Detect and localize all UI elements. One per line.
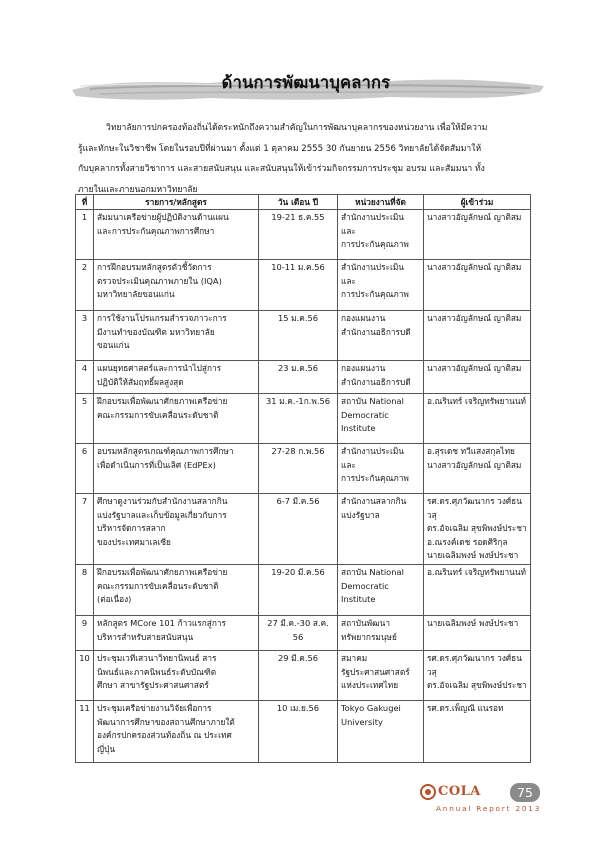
cell-agency: สถาบันพัฒนา ทรัพยากรมนุษย์ xyxy=(338,615,424,650)
header-course: รายการ/หลักสูตร xyxy=(94,195,259,210)
cell-participants: รศ.ดร.เพ็ญณี แนรอท xyxy=(424,700,531,762)
table-row xyxy=(76,564,531,615)
cell-date: 29 มี.ค.56 xyxy=(259,650,338,700)
cola-logo-text: COLA xyxy=(438,784,481,799)
cell-participants: นางสาวอัญลักษณ์ ญาติสม xyxy=(424,210,531,260)
cell-no: 9 xyxy=(76,615,94,650)
cell-participants: รศ.ดร.ศุภวัฒนากร วงศ์ธนวสุ ดร.อัจเฉลิม สุขพิพงษ์ประชา xyxy=(424,650,531,700)
cell-agency: สำนักงานสลากกิน แบ่งรัฐบาล xyxy=(338,494,424,565)
cell-no: 7 xyxy=(76,494,94,565)
cell-agency: Tokyo Gakugei University xyxy=(338,700,424,762)
intro-paragraph xyxy=(78,118,530,200)
cell-date: 6-7 มี.ค.56 xyxy=(259,494,338,565)
cell-course: ประชุมเครือข่ายงานวิจัยเพื่อการ พัฒนาการศึกษาของสถานศึกษาภายใต้ องค์กรปกครองส่วนท้องถิ่น ณ ประเทศ ญี่ปุ่น xyxy=(94,700,259,762)
table-row xyxy=(76,444,531,494)
table-row xyxy=(76,361,531,394)
cell-no: 10 xyxy=(76,650,94,700)
page-number-badge: 75 xyxy=(510,783,540,802)
cell-no: 4 xyxy=(76,361,94,394)
cell-course: ฝึกอบรมเพื่อพัฒนาศักยภาพเครือข่าย คณะกรรมการขับเคลื่อนระดับชาติ xyxy=(94,394,259,444)
table-row xyxy=(76,494,531,565)
cell-no: 1 xyxy=(76,210,94,260)
intro-line: ภายในและภายนอกมหาวิทยาลัย xyxy=(78,184,198,195)
table-row xyxy=(76,650,531,700)
intro-line: กับบุคลากรทั้งสายวิชาการ และสายสนับสนุน และสนับสนุนให้เข้าร่วมกิจกรรมการประชุม อบรม และสัมมนา ทั้ง xyxy=(78,164,485,174)
table-row xyxy=(76,210,531,260)
cell-participants: อ.สุรเดช ทวีแสงสกุลไทย นางสาวอัญลักษณ์ ญาติสม xyxy=(424,444,531,494)
cell-no: 5 xyxy=(76,394,94,444)
cell-agency: สำนักงานประเมิน และ การประกันคุณภาพ xyxy=(338,260,424,311)
annual-report-label: Annual Report 2013 xyxy=(436,804,542,813)
cell-no: 3 xyxy=(76,311,94,361)
cell-participants: อ.ณรินทร์ เจริญทรัพยานนท์ xyxy=(424,394,531,444)
cell-date: 27 มี.ค.-30 ส.ค. 56 xyxy=(259,615,338,650)
cell-agency: กองแผนงาน สำนักงานอธิการบดี xyxy=(338,361,424,394)
cell-course: อบรมหลักสูตรเกณฑ์คุณภาพการศึกษา เพื่อดำเนินการที่เป็นเลิศ (EdPEx) xyxy=(94,444,259,494)
table-row xyxy=(76,311,531,361)
cell-date: 27-28 ก.พ.56 xyxy=(259,444,338,494)
cell-agency: สำนักงานประเมิน และ การประกันคุณภาพ xyxy=(338,444,424,494)
table-row xyxy=(76,700,531,762)
cell-participants: นายเฉลิมพงษ์ พงษ์ประชา xyxy=(424,615,531,650)
header-agency: หน่วยงานที่จัด xyxy=(338,195,424,210)
intro-line: วิทยาลัยการปกครองท้องถิ่นได้ตระหนักถึงความสำคัญในการพัฒนาบุคลากรของหน่วยงาน เพื่อให้มีความ xyxy=(106,123,488,133)
table-row xyxy=(76,615,531,650)
header-no: ที่ xyxy=(76,195,94,210)
cell-agency: สมาคม รัฐประศาสนศาสตร์ แห่งประเทศไทย xyxy=(338,650,424,700)
cell-participants: นางสาวอัญลักษณ์ ญาติสม xyxy=(424,260,531,311)
cola-logo-icon xyxy=(420,784,436,800)
cell-participants: นางสาวอัญลักษณ์ ญาติสม xyxy=(424,311,531,361)
cell-course: แผนยุทธศาสตร์และการนำไปสู่การ ปฏิบัติให้สัมฤทธิ์ผลสูงสุด xyxy=(94,361,259,394)
cell-date: 31 ม.ค.-1ก.พ.56 xyxy=(259,394,338,444)
cell-no: 8 xyxy=(76,564,94,615)
cell-course: หลักสูตร MCore 101 ก้าวแรกสู่การ บริหารสำหรับสายสนับสนุน xyxy=(94,615,259,650)
cell-course: ฝึกอบรมเพื่อพัฒนาศักยภาพเครือข่าย คณะกรรมการขับเคลื่อนระดับชาติ (ต่อเนื่อง) xyxy=(94,564,259,615)
cell-course: การฝึกอบรมหลักสูตรตัวชี้วัดการ ตรวจประเมินคุณภาพภายใน (IQA) มหาวิทยาลัยขอนแก่น xyxy=(94,260,259,311)
cell-no: 2 xyxy=(76,260,94,311)
cell-no: 11 xyxy=(76,700,94,762)
cell-date: 15 ม.ค.56 xyxy=(259,311,338,361)
page-footer xyxy=(420,781,540,821)
cell-date: 19-21 ธ.ค.55 xyxy=(259,210,338,260)
cell-agency: สถาบัน National Democratic Institute xyxy=(338,564,424,615)
cell-course: ประชุมเวทีเสวนาวิทยานิพนธ์ สาร นิพนธ์และภาคนิพนธ์ระดับบัณฑิต ศึกษา สาขารัฐประศาสนศาสตร์ xyxy=(94,650,259,700)
header-participants: ผู้เข้าร่วม xyxy=(424,195,531,210)
table-row xyxy=(76,260,531,311)
cell-agency: กองแผนงาน สำนักงานอธิการบดี xyxy=(338,311,424,361)
page-title: ด้านการพัฒนาบุคลากร xyxy=(221,73,391,92)
cell-date: 10 เม.ย.56 xyxy=(259,700,338,762)
table-body xyxy=(76,210,531,763)
table-header-row xyxy=(76,195,531,210)
cell-course: ศึกษาดูงานร่วมกับสำนักงานสลากกิน แบ่งรัฐบาลและเก็บข้อมูลเกี่ยวกับการ บริหารจัดการสลาก ของประเทศมาเลเซีย xyxy=(94,494,259,565)
cell-agency: สถาบัน National Democratic Institute xyxy=(338,394,424,444)
cell-participants: รศ.ดร.ศุภวัฒนากร วงศ์ธนวสุ ดร.อัจเฉลิม สุขพิพงษ์ประชา อ.ณรงค์เดช รอดศิริกุล นายเฉลิมพงษ์ พงษ์ประชา xyxy=(424,494,531,565)
cell-participants: อ.ณรินทร์ เจริญทรัพยานนท์ xyxy=(424,564,531,615)
cell-agency: สำนักงานประเมิน และ การประกันคุณภาพ xyxy=(338,210,424,260)
header-date: วัน เดือน ปี xyxy=(259,195,338,210)
cell-no: 6 xyxy=(76,444,94,494)
cell-participants: นางสาวอัญลักษณ์ ญาติสม xyxy=(424,361,531,394)
cell-course: สัมมนาเครือข่ายผู้ปฏิบัติงานด้านแผน และการประกันคุณภาพการศึกษา xyxy=(94,210,259,260)
training-table xyxy=(75,194,531,763)
cell-date: 23 ม.ค.56 xyxy=(259,361,338,394)
intro-line: รู้และทักษะในวิชาชีพ โดยในรอบปีที่ผ่านมา ตั้งแต่ 1 ตุลาคม 2555 30 กันยายน 2556 วิทยาลัยได้จัดสัมมาให้ xyxy=(78,143,482,154)
cell-course: การใช้งานโปรแกรมสำรวจภาวะการ มีงานทำของบัณฑิต มหาวิทยาลัย ขอนแก่น xyxy=(94,311,259,361)
cell-date: 10-11 ม.ค.56 xyxy=(259,260,338,311)
table-row xyxy=(76,394,531,444)
cell-date: 19-20 มี.ค.56 xyxy=(259,564,338,615)
